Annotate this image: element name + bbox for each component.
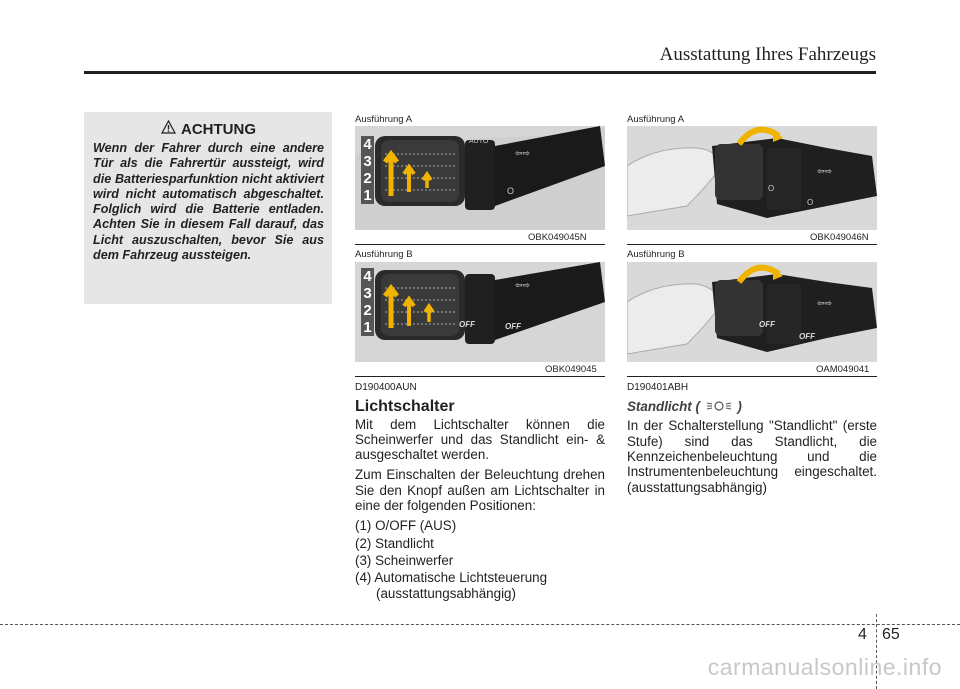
switch-label: O [807,198,814,207]
warning-title: ACHTUNG [181,120,256,138]
marker-4: 4 [361,268,374,285]
light-switch-figure-b [355,262,605,362]
marker-4: 4 [361,136,374,153]
footer-rule [0,624,960,625]
figure-code: OAM049041 [816,364,870,375]
figure-code: OBK049046N [810,232,869,243]
right-text-column [627,380,877,500]
list-item: (3) Scheinwerfer [355,552,454,568]
switch-label: O [507,186,515,196]
marker-3: 3 [361,285,374,302]
warning-text: Wenn der Fahrer durch eine andere Tür als die Fahrertür aussteigt, wird die Batteriesparfunktion nicht aktiviert wird nicht automatisch abgeschaltet. Folglich wird die Batterie entladen. Achten Sie in diesem Fall darauf, das Licht auszuschalten, bevor Sie aus dem Fahrzeug aussteigen. [93,141,324,263]
list-item: (4) Automatische Lichtsteuerung [355,570,548,586]
section-code: D190401ABH [627,382,689,393]
light-switch-figure-a [355,126,605,230]
marker-3: 3 [361,153,374,170]
marker-1: 1 [361,187,374,204]
chapter-number: 4 [858,626,867,643]
paragraph: Mit dem Lichtschalter können die Scheinwerfer und das Standlicht ein- & ausgeschaltet werden. [355,416,605,463]
marker-2: 2 [361,302,374,319]
warning-header [93,120,324,138]
watermark: carmanualsonline.info [707,654,942,680]
list-item: (1) O/OFF (AUS) [355,518,457,534]
figure-divider [355,376,605,377]
paragraph: Zum Einschalten der Beleuchtung drehen Sie den Knopf außen am Lichtschalter in eine der folgenden Positionen: [355,467,605,514]
warning-triangle-icon [161,120,176,138]
list-item: (2) Standlicht [355,535,434,551]
section-title: Ausstattung Ihres Fahrzeugs [659,44,876,65]
page-number: 65 [882,626,900,643]
marker-2: 2 [361,170,374,187]
list-item-continuation: (ausstattungsabhängig) [376,585,516,601]
switch-label: OFF [799,332,815,341]
switch-label: OFF [759,320,775,329]
figure-label: Ausführung B [627,249,685,260]
switch-label: OFF [505,322,521,331]
figure-divider [627,244,877,245]
section-heading: Lichtschalter [355,398,455,416]
figure-label: Ausführung A [355,114,413,125]
marker-1: 1 [361,319,374,336]
switch-label: AUTO [469,138,489,145]
parking-light-figure-b [627,262,877,362]
subsection-heading [627,399,877,415]
warning-box [84,112,332,304]
parking-light-icon [706,400,732,415]
svg-text:⇦⇨: ⇦⇨ [817,298,833,308]
figure-label: Ausführung B [355,249,413,260]
paragraph: In der Schalterstellung "Standlicht" (erste Stufe) sind das Standlicht, die Kennzeichenbeleuchtung und die Instrumentenbeleuchtung eingeschaltet. (ausstattungsabhängig) [627,418,877,495]
figure-code: OBK049045 [545,364,597,375]
heading-prefix: Standlicht ( [627,399,700,415]
heading-suffix: ) [737,399,742,415]
left-text-column [355,380,605,603]
switch-label: O [768,184,775,193]
figure-label: Ausführung A [627,114,685,125]
header-rule [84,71,876,74]
figure-divider [627,376,877,377]
figure-divider [355,244,605,245]
svg-text:⇦⇨: ⇦⇨ [515,148,531,158]
svg-text:⇦⇨: ⇦⇨ [515,280,531,290]
figure-code: OBK049045N [528,232,587,243]
section-code: D190400AUN [355,382,417,393]
parking-light-figure-a [627,126,877,230]
switch-label: OFF [459,320,475,329]
svg-text:⇦⇨: ⇦⇨ [817,166,833,176]
